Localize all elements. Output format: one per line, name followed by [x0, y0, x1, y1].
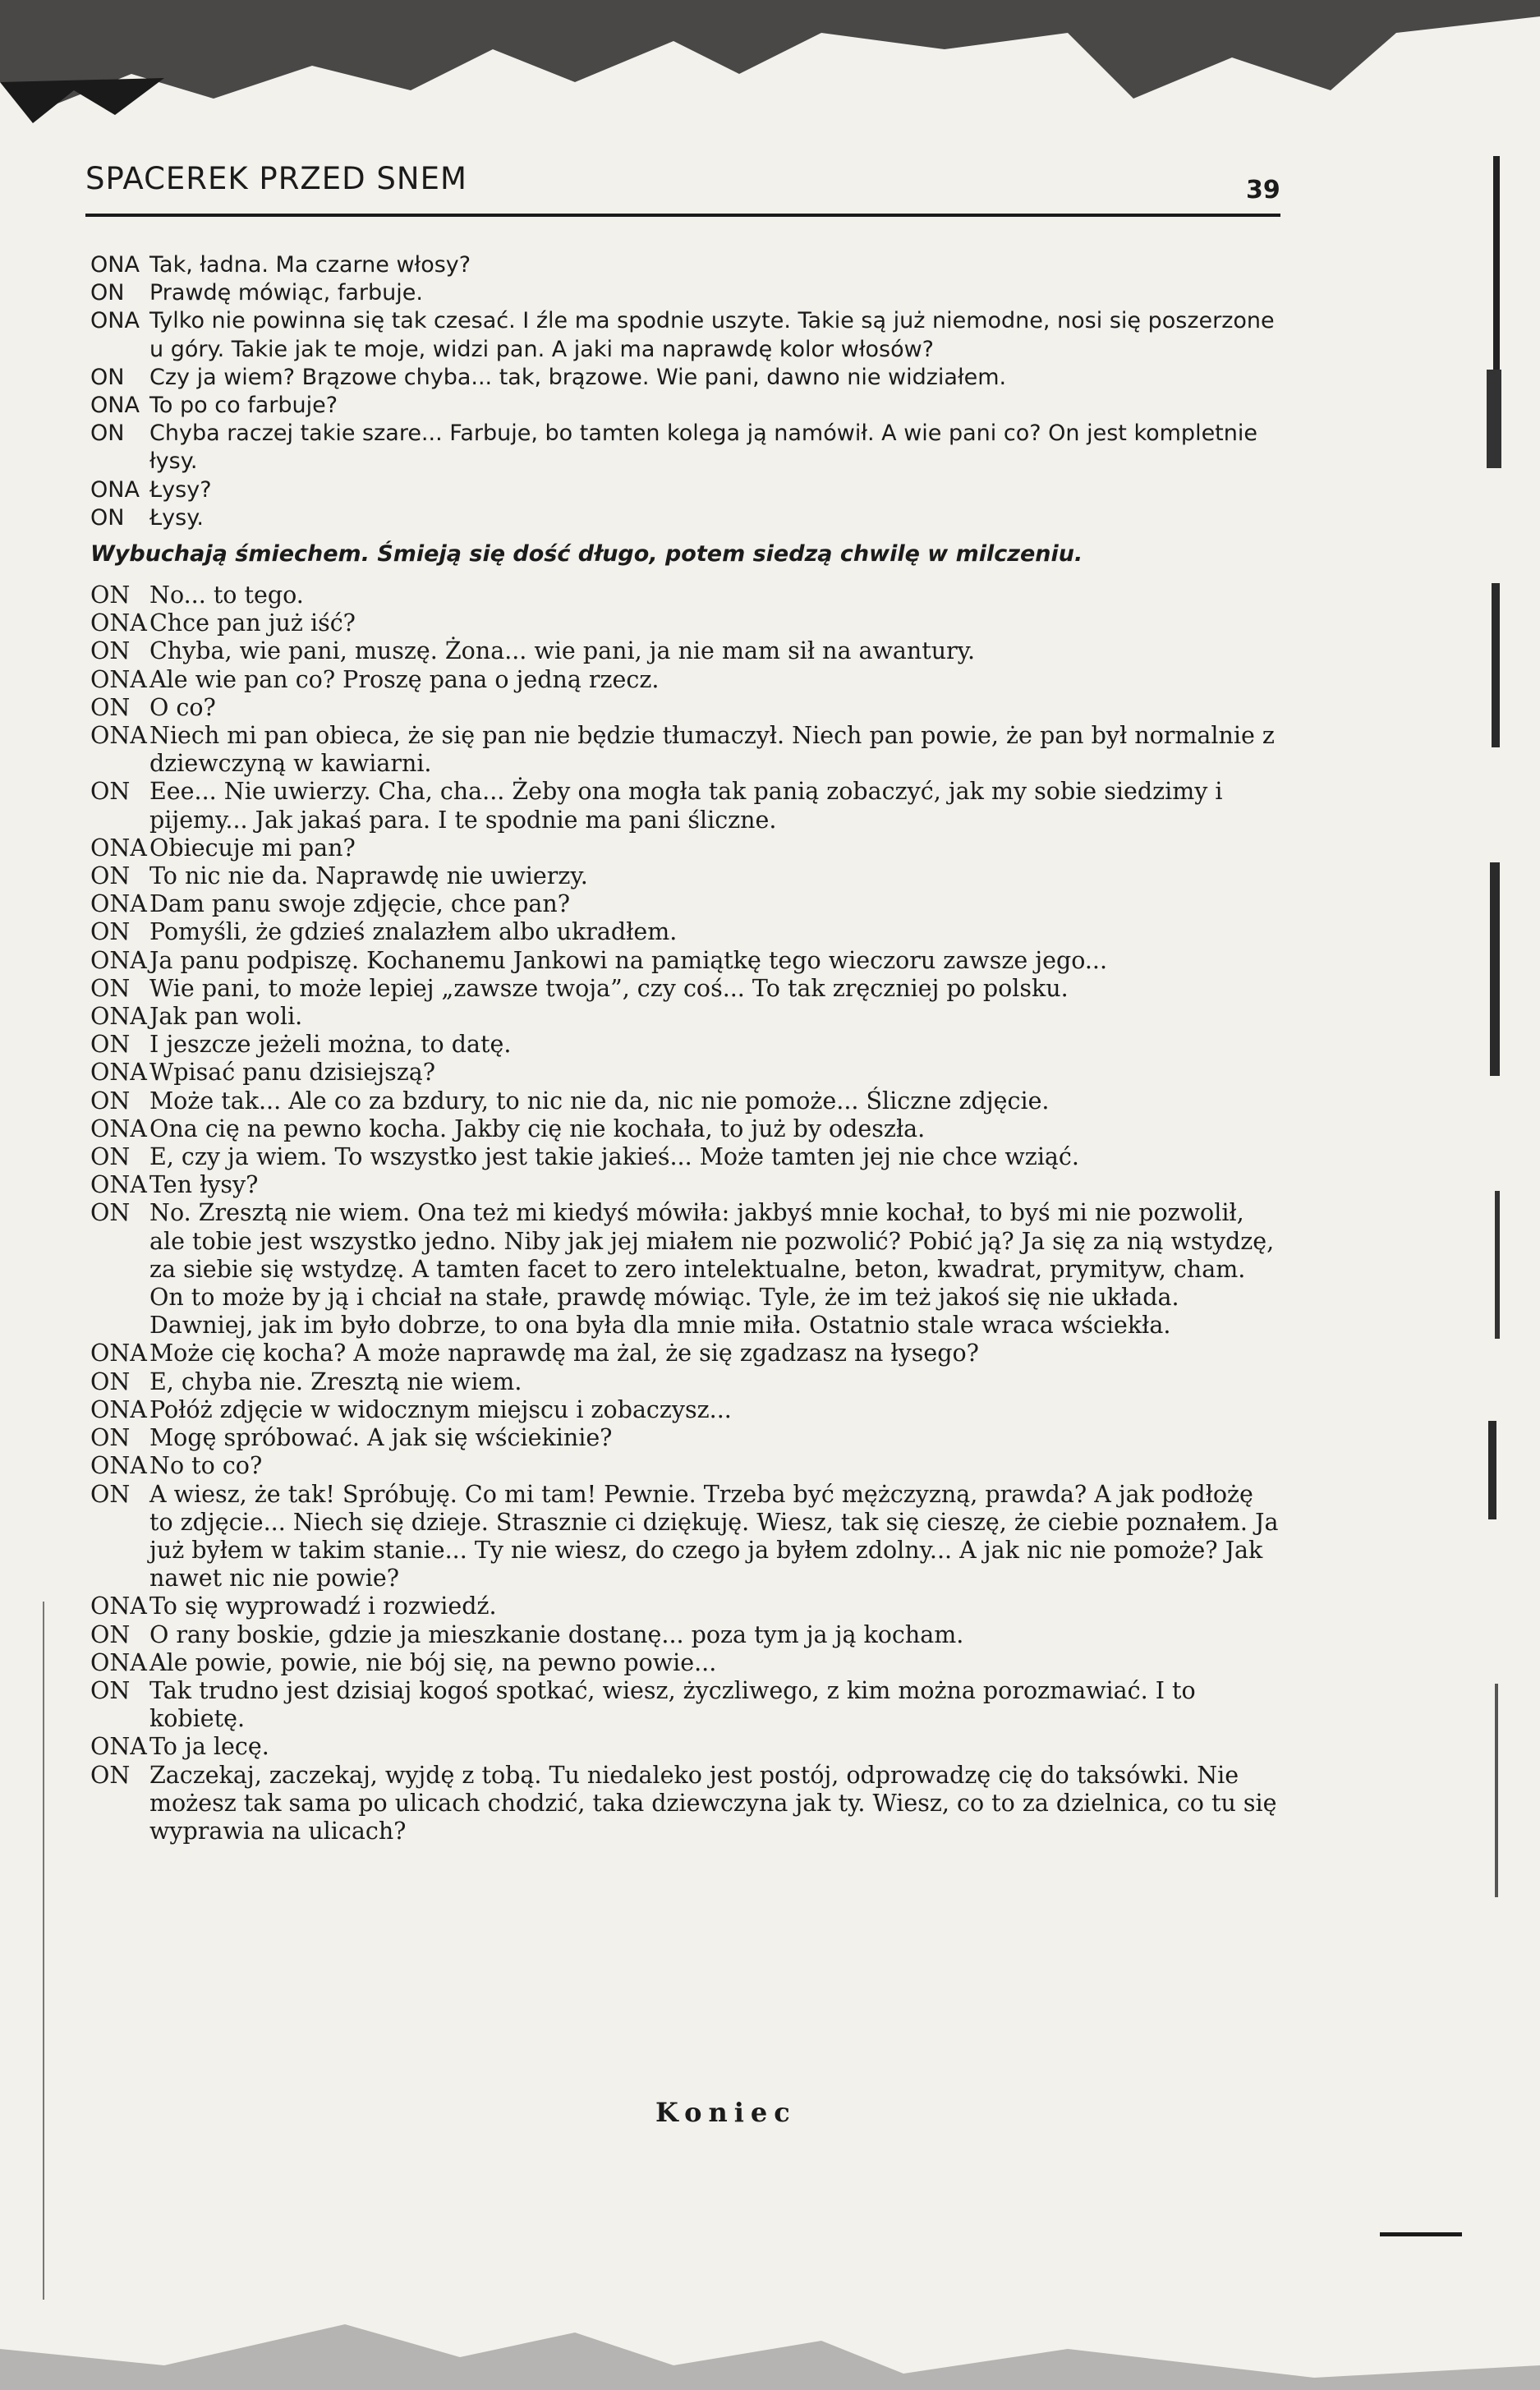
- speech-text: Ale powie, powie, nie bój się, na pewno powie...: [149, 1648, 717, 1676]
- speaker-label: ON: [90, 581, 131, 609]
- speaker-label: ON: [90, 1424, 131, 1452]
- speech-text: Eee... Nie uwierzy. Cha, cha... Żeby ona mogła tak panią zobaczyć, jak my sobie siedzimy i pijemy... Jak jakaś para. I te spodnie ma pani śliczne.: [149, 778, 1223, 834]
- speaker-label: ONA: [90, 1059, 147, 1087]
- speech-text: Wie pani, to może lepiej „zawsze twoja”, czy coś... To tak zręczniej po polsku.: [149, 974, 1069, 1002]
- scan-smudge-top: [0, 0, 1540, 123]
- speaker-label: ON: [90, 918, 131, 946]
- speaker-label: ONA: [90, 722, 147, 750]
- page-number: 39: [1246, 176, 1280, 205]
- speaker-label: ONA: [90, 834, 147, 862]
- speaker-label: ON: [90, 1143, 131, 1171]
- ending-word: Koniec: [655, 2097, 797, 2128]
- speech-text: Dam panu swoje zdjęcie, chce pan?: [149, 890, 570, 918]
- speaker-label: ON: [90, 1480, 131, 1508]
- speech-text: Łysy?: [149, 476, 212, 503]
- speaker-label: ONA: [90, 1171, 147, 1199]
- speaker-label: ON: [90, 1367, 131, 1395]
- speaker-label: ON: [90, 1676, 131, 1704]
- dialogue-line: [90, 279, 1281, 307]
- dialogue-line: [90, 778, 1281, 834]
- speech-text: No. Zresztą nie wiem. Ona też mi kiedyś mówiła: jakbyś mnie kochał, to byś mi nie pozwolił, ale tobie jest wszystko jedno. Niby jak jej miałem nie pozwolić? Pobić ją? Ja się za nią wstydzę, za siebie się wstydzę. A tamten facet to zero intelektualne, beton, kwadrat, prymityw, cham. On to może by ją i chciał na stałe, prawdę mówiąc. Tyle, że im też jakoś się nie układa. Dawniej, jak im było dobrze, to ona była dla mnie miła. Ostatnio stale wraca wściekła.: [149, 1199, 1275, 1340]
- speech-text: I jeszcze jeżeli można, to datę.: [149, 1031, 512, 1059]
- speaker-label: ON: [90, 280, 125, 306]
- speech-text: No to co?: [149, 1452, 263, 1480]
- dialogue-line: [90, 722, 1281, 778]
- dialogue-line: [90, 1396, 1281, 1424]
- dialogue-line: [90, 862, 1281, 890]
- speaker-label: ONA: [90, 308, 140, 334]
- speaker-label: ON: [90, 974, 131, 1002]
- dialogue-line: [90, 609, 1281, 637]
- dialogue-line: [90, 947, 1281, 975]
- dialogue-line: [90, 1677, 1281, 1733]
- speech-text: To ja lecę.: [149, 1733, 269, 1761]
- scan-margin-marks-right: [1437, 123, 1540, 2176]
- speech-text: Może cię kocha? A może naprawdę ma żal, że się zgadzasz na łysego?: [149, 1340, 979, 1367]
- stage-direction: Wybuchają śmiechem. Śmieją się dość długo, potem siedzą chwilę w milczeniu.: [90, 541, 1083, 568]
- speech-text: Mogę spróbować. A jak się wściekinie?: [149, 1424, 613, 1452]
- speaker-label: ONA: [90, 1395, 147, 1423]
- speech-text: Łysy.: [149, 504, 204, 531]
- speaker-label: ONA: [90, 393, 140, 419]
- speech-text: Zaczekaj, zaczekaj, wyjdę z tobą. Tu niedaleko jest postój, odprowadzę cię do taksówki. Nie możesz tak sama po ulicach chodzić, taka dziewczyna jak ty. Wiesz, co to za dzielnica, co tu się wyprawia na ulicach?: [149, 1761, 1277, 1845]
- dialogue-block-1: [90, 251, 1281, 578]
- speaker-label: ON: [90, 1087, 131, 1115]
- speech-text: Połóż zdjęcie w widocznym miejscu i zobaczysz...: [149, 1395, 732, 1423]
- dialogue-line: [90, 420, 1281, 476]
- speech-text: Tak, ładna. Ma czarne włosy?: [149, 252, 471, 278]
- speech-text: E, chyba nie. Zresztą nie wiem.: [149, 1367, 522, 1395]
- speaker-label: ON: [90, 778, 131, 806]
- speech-text: Pomyśli, że gdzieś znalazłem albo ukradłem.: [149, 918, 678, 946]
- dialogue-line: [90, 251, 1281, 279]
- speech-text: Ten łysy?: [149, 1171, 259, 1199]
- dialogue-line: [90, 918, 1281, 946]
- dialogue-line: [90, 1171, 1281, 1199]
- speaker-label: ON: [90, 862, 131, 890]
- speaker-label: ONA: [90, 252, 140, 278]
- speech-text: A wiesz, że tak! Spróbuję. Co mi tam! Pewnie. Trzeba być mężczyzną, prawda? A jak podłożę to zdjęcie... Niech się dzieje. Strasznie ci dziękuję. Wiesz, tak się cieszę, że ciebie poznałem. Ja już byłem w takim stanie... Ty nie wiesz, do czego ja byłem zdolny... A jak nic nie pomoże? Jak nawet nic nie powie?: [149, 1480, 1279, 1593]
- speech-text: Tak trudno jest dzisiaj kogoś spotkać, wiesz, życzliwego, z kim można porozmawiać. I to kobietę.: [149, 1676, 1196, 1733]
- dialogue-line: [90, 975, 1281, 1003]
- dialogue-line: [90, 1424, 1281, 1452]
- dialogue-line: [90, 1593, 1281, 1620]
- speech-text: To nic nie da. Naprawdę nie uwierzy.: [149, 862, 588, 890]
- speaker-label: ONA: [90, 946, 147, 974]
- speech-text: Ona cię na pewno kocha. Jakby cię nie kochała, to już by odeszła.: [149, 1115, 926, 1142]
- speaker-label: ONA: [90, 1733, 147, 1761]
- running-head: SPACEREK PRZED SNEM: [85, 161, 467, 196]
- speaker-label: ON: [90, 1199, 131, 1227]
- dialogue-line: [90, 1621, 1281, 1649]
- speech-text: Czy ja wiem? Brązowe chyba... tak, brązowe. Wie pani, dawno nie widziałem.: [149, 364, 1007, 390]
- dialogue-line: [90, 1452, 1281, 1480]
- speech-text: Chyba, wie pani, muszę. Żona... wie pani, ja nie mam sił na awantury.: [149, 637, 976, 665]
- speech-text: Tylko nie powinna się tak czesać. I źle ma spodnie uszyte. Takie są już niemodne, nosi się poszerzone u góry. Takie jak te moje, widzi pan. A jaki ma naprawdę kolor włosów?: [149, 308, 1275, 362]
- dialogue-line: [90, 1003, 1281, 1031]
- dialogue-line: [90, 637, 1281, 665]
- dialogue-line: [90, 476, 1281, 504]
- dialogue-line: [90, 1649, 1281, 1677]
- speech-text: Obiecuje mi pan?: [149, 834, 356, 862]
- speech-text: Chyba raczej takie szare... Farbuje, bo tamten kolega ją namówił. A wie pani co? On jest kompletnie łysy.: [149, 421, 1257, 475]
- speech-text: O co?: [149, 693, 216, 721]
- dialogue-line: [90, 1340, 1281, 1367]
- speaker-label: ON: [90, 1031, 131, 1059]
- speech-text: E, czy ja wiem. To wszystko jest takie jakieś... Może tamten jej nie chce wziąć.: [149, 1143, 1079, 1171]
- dialogue-line: [90, 1733, 1281, 1761]
- speaker-label: ON: [90, 421, 125, 447]
- speaker-label: ONA: [90, 1003, 147, 1031]
- dialogue-line: [90, 1143, 1281, 1171]
- scan-margin-marks-left: [33, 1602, 57, 2300]
- speech-text: Niech mi pan obieca, że się pan nie będzie tłumaczył. Niech pan powie, że pan był normalnie z dziewczyną w kawiarni.: [149, 722, 1275, 778]
- dialogue-line: [90, 1087, 1281, 1115]
- speaker-label: ONA: [90, 890, 147, 918]
- speaker-label: ONA: [90, 476, 140, 503]
- dialogue-line: [90, 581, 1281, 609]
- dialogue-line: [90, 666, 1281, 694]
- dialogue-line: [90, 504, 1281, 532]
- speaker-label: ON: [90, 504, 125, 531]
- speaker-label: ON: [90, 364, 125, 390]
- dialogue-line: [90, 834, 1281, 862]
- dialogue-line: [90, 1481, 1281, 1593]
- speech-text: To się wyprowadź i rozwiedź.: [149, 1593, 497, 1620]
- header-rule: [85, 214, 1280, 217]
- speech-text: Ale wie pan co? Proszę pana o jedną rzecz.: [149, 665, 660, 693]
- speech-text: Jak pan woli.: [149, 1003, 303, 1031]
- speaker-label: ON: [90, 693, 131, 721]
- dialogue-line: [90, 364, 1281, 392]
- speech-text: O rany boskie, gdzie ja mieszkanie dostanę... poza tym ja ją kocham.: [149, 1620, 964, 1648]
- dialogue-line: [90, 1031, 1281, 1059]
- speaker-label: ON: [90, 1620, 131, 1648]
- speech-text: Chce pan już iść?: [149, 609, 356, 637]
- speech-text: No... to tego.: [149, 581, 304, 609]
- dialogue-line: [90, 694, 1281, 722]
- speaker-label: ONA: [90, 1452, 147, 1480]
- dialogue-block-2: [90, 581, 1281, 1845]
- dialogue-line: [90, 307, 1281, 363]
- speaker-label: ON: [90, 637, 131, 665]
- dialogue-line: [90, 1059, 1281, 1087]
- speech-text: Wpisać panu dzisiejszą?: [149, 1059, 436, 1087]
- speech-text: Może tak... Ale co za bzdury, to nic nie da, nic nie pomoże... Śliczne zdjęcie.: [149, 1087, 1050, 1115]
- speaker-label: ONA: [90, 1648, 147, 1676]
- speaker-label: ONA: [90, 609, 147, 637]
- speech-text: To po co farbuje?: [149, 393, 338, 419]
- scan-mark-bottom-right: [1380, 2226, 1462, 2242]
- speaker-label: ONA: [90, 1340, 147, 1367]
- dialogue-line: [90, 1368, 1281, 1396]
- scan-smudge-bottom: [0, 2300, 1540, 2390]
- speech-text: Prawdę mówiąc, farbuje.: [149, 280, 423, 306]
- speech-text: Ja panu podpiszę. Kochanemu Jankowi na pamiątkę tego wieczoru zawsze jego...: [149, 946, 1108, 974]
- dialogue-line: [90, 1762, 1281, 1846]
- dialogue-line: [90, 1199, 1281, 1340]
- dialogue-line: [90, 392, 1281, 420]
- speaker-label: ON: [90, 1761, 131, 1789]
- speaker-label: ONA: [90, 665, 147, 693]
- speaker-label: ONA: [90, 1593, 147, 1620]
- speaker-label: ONA: [90, 1115, 147, 1142]
- dialogue-line: [90, 890, 1281, 918]
- dialogue-line: [90, 1115, 1281, 1143]
